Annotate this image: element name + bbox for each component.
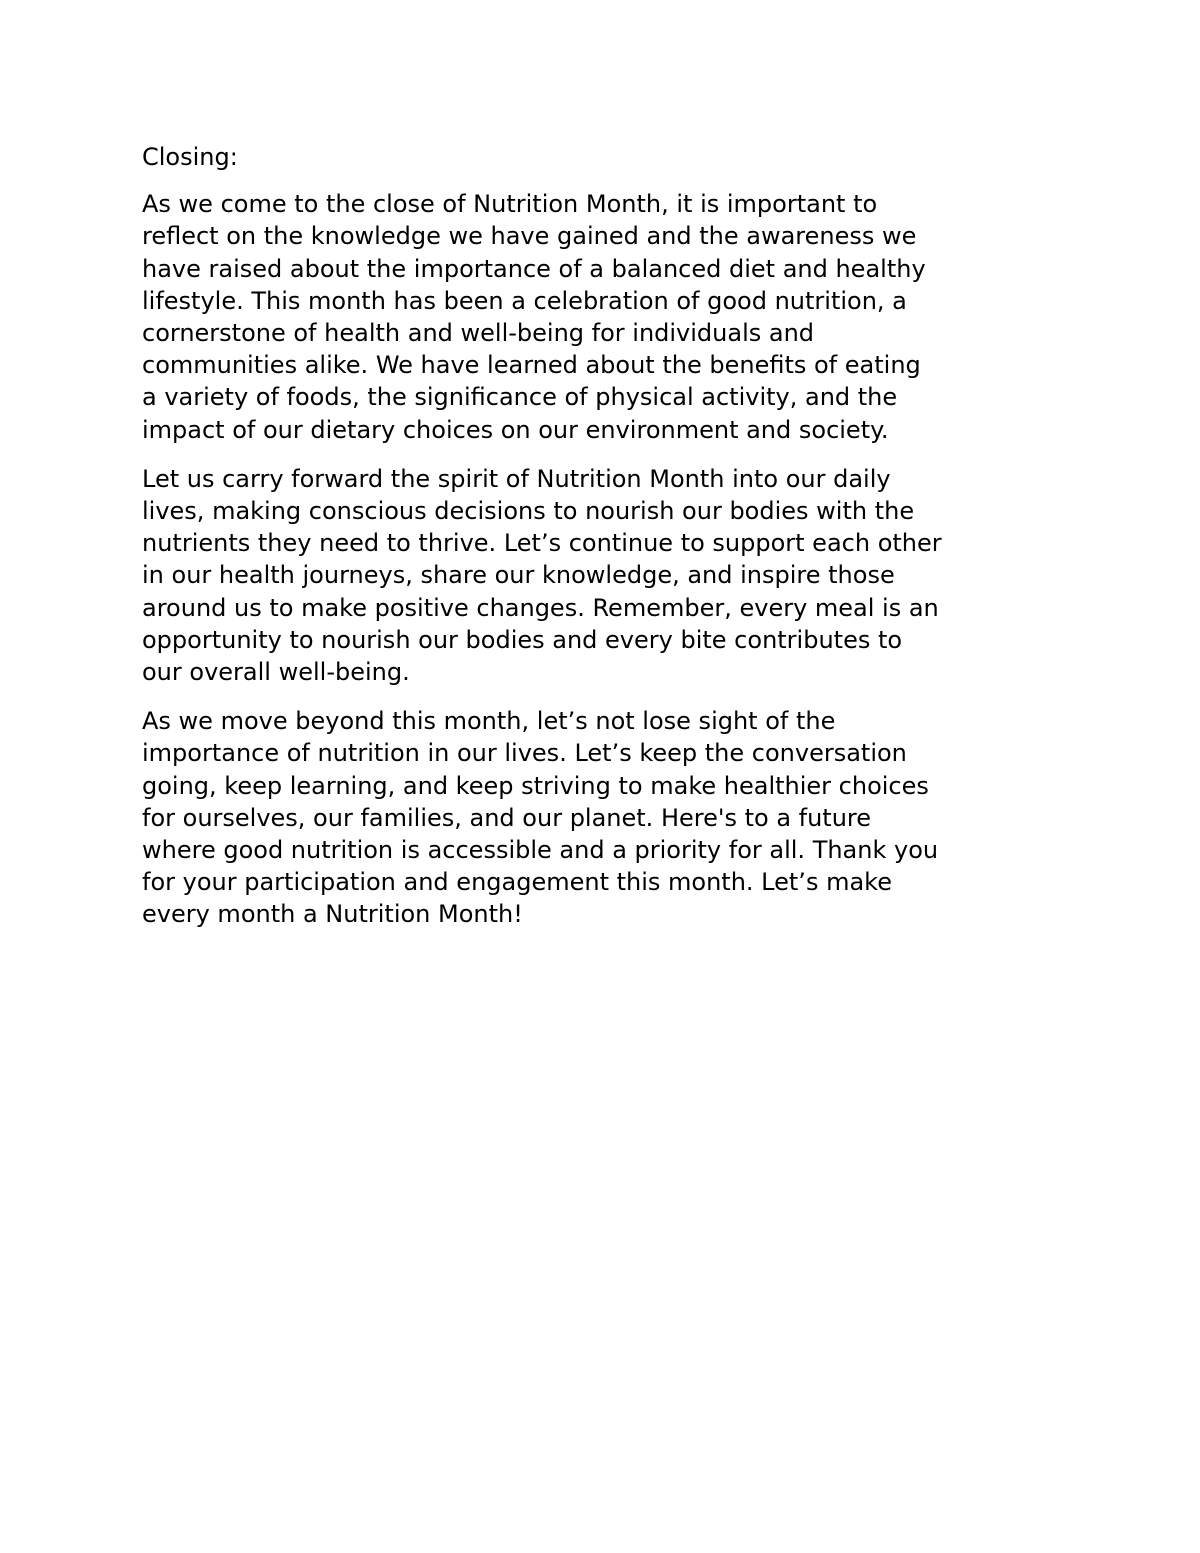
text-line: Let us carry forward the spirit of Nutrition Month into our daily [142, 464, 891, 493]
text-line: our overall well-being. [142, 658, 410, 687]
text-line: As we move beyond this month, let’s not lose sight of the [142, 707, 836, 736]
paragraph-2 [142, 463, 1062, 688]
text-line: cornerstone of health and well-being for individuals and [142, 319, 815, 348]
text-line: importance of nutrition in our lives. Let’s keep the conversation [142, 739, 907, 768]
text-line: for your participation and engagement this month. Let’s make [142, 868, 892, 897]
text-line: going, keep learning, and keep striving to make healthier choices [142, 771, 929, 800]
text-line: in our health journeys, share our knowledge, and inspire those [142, 561, 895, 590]
document-body [142, 141, 1062, 948]
text-line: reflect on the knowledge we have gained and the awareness we [142, 222, 917, 251]
paragraph-3 [142, 705, 1062, 930]
closing-heading: Closing: [142, 143, 238, 171]
text-line: for ourselves, our families, and our planet. Here's to a future [142, 803, 872, 832]
text-line: nutrients they need to thrive. Let’s continue to support each other [142, 529, 942, 558]
text-line: every month a Nutrition Month! [142, 900, 523, 929]
text-line: a variety of foods, the significance of physical activity, and the [142, 383, 898, 412]
text-line: opportunity to nourish our bodies and every bite contributes to [142, 625, 903, 654]
text-line: As we come to the close of Nutrition Month, it is important to [142, 190, 878, 219]
text-line: lifestyle. This month has been a celebration of good nutrition, a [142, 286, 907, 315]
text-line: impact of our dietary choices on our environment and society. [142, 415, 889, 444]
paragraph-1 [142, 188, 1062, 446]
text-line: around us to make positive changes. Remember, every meal is an [142, 593, 939, 622]
text-line: have raised about the importance of a balanced diet and healthy [142, 254, 926, 283]
text-line: communities alike. We have learned about the benefits of eating [142, 351, 921, 380]
text-line: where good nutrition is accessible and a priority for all. Thank you [142, 836, 939, 865]
text-line: lives, making conscious decisions to nourish our bodies with the [142, 497, 915, 526]
